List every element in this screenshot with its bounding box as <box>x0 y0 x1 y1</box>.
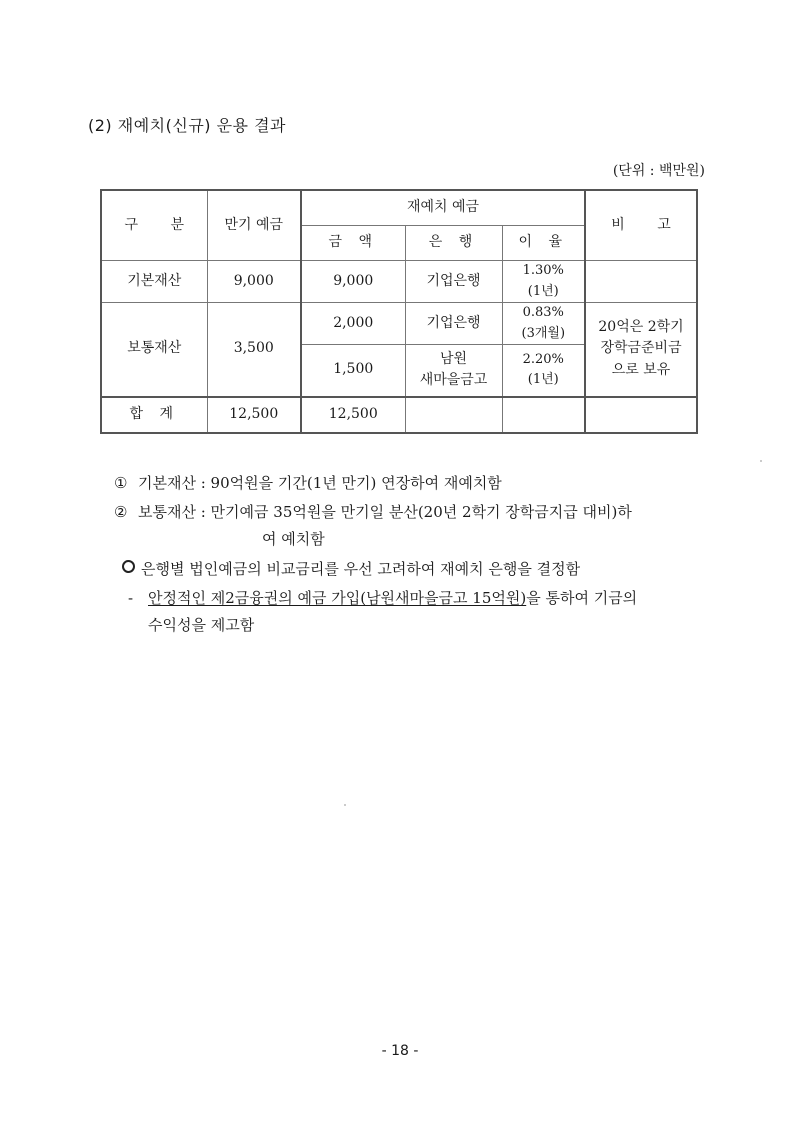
note-basic-asset <box>114 470 726 497</box>
rate-term: (3개월) <box>521 325 566 341</box>
note-text: 보통재산 : 만기예금 35억원을 만기일 분산(20년 2학기 장학금지급 대비)하 <box>138 503 632 521</box>
header-remarks: 비 고 <box>585 190 697 261</box>
bullet-text: 은행별 법인예금의 비교금리를 우선 고려하여 재예치 은행을 결정함 <box>141 560 581 578</box>
dash-rest-text: 을 통하여 기금의 <box>526 589 638 607</box>
row-ordinary-rate-1 <box>502 303 585 345</box>
notes-section <box>114 470 726 639</box>
redeposit-result-table <box>100 189 698 434</box>
total-label: 합 계 <box>101 397 207 433</box>
rate-value: 1.30% <box>522 263 564 279</box>
rate-value: 0.83% <box>522 305 564 321</box>
rate-term: (1년) <box>527 372 559 388</box>
dash-marker: - <box>128 589 134 607</box>
row-ordinary-rate-2 <box>502 345 585 397</box>
note-number: ① <box>114 474 128 492</box>
row-ordinary-amount-1: 2,000 <box>301 303 405 345</box>
note-text: 기본재산 : 90억원을 기간(1년 만기) 연장하여 재예치함 <box>138 474 502 492</box>
header-redeposit: 재예치 예금 <box>301 190 585 226</box>
row-basic-remarks <box>585 261 697 303</box>
circle-bullet-icon <box>122 560 135 573</box>
header-category: 구 분 <box>101 190 207 261</box>
bank-line-2: 새마을금고 <box>419 372 488 389</box>
row-ordinary-remarks <box>585 303 697 397</box>
total-remarks <box>585 397 697 433</box>
note-continuation: 여 예치함 <box>262 530 325 548</box>
bank-line-1: 남원 <box>439 350 468 367</box>
remarks-line-2: 장학금준비금 <box>600 340 682 357</box>
row-ordinary-amount-2: 1,500 <box>301 345 405 397</box>
section-heading: (2) 재예치(신규) 운용 결과 <box>88 116 287 135</box>
page-number: - 18 - <box>381 1043 419 1059</box>
unit-label: (단위 : 백만원) <box>612 163 705 179</box>
header-amount: 금 액 <box>301 226 405 261</box>
row-ordinary-category: 보통재산 <box>101 303 207 397</box>
bullet-item <box>114 556 726 583</box>
rate-value: 2.20% <box>522 352 564 368</box>
row-ordinary-bank-1: 기업은행 <box>405 303 502 345</box>
remarks-line-1: 20억은 2학기 <box>598 318 684 335</box>
header-interest: 이 율 <box>502 226 585 261</box>
rate-term: (1년) <box>527 283 559 299</box>
row-basic-bank: 기업은행 <box>405 261 502 303</box>
dash-continuation: 수익성을 제고함 <box>148 616 255 634</box>
row-basic-category: 기본재산 <box>101 261 207 303</box>
row-basic-rate <box>502 261 585 303</box>
total-bank <box>405 397 502 433</box>
scan-speck <box>760 460 762 462</box>
note-ordinary-asset <box>114 499 726 526</box>
header-bank: 은 행 <box>405 226 502 261</box>
remarks-line-3: 으로 보유 <box>611 362 671 379</box>
total-amount: 12,500 <box>301 397 405 433</box>
total-rate <box>502 397 585 433</box>
row-basic-amount: 9,000 <box>301 261 405 303</box>
row-ordinary-maturity: 3,500 <box>207 303 301 397</box>
note-number: ② <box>114 503 128 521</box>
row-ordinary-bank-2 <box>405 345 502 397</box>
row-basic-maturity: 9,000 <box>207 261 301 303</box>
dash-underlined-text: 안정적인 제2금융권의 예금 가입(남원새마을금고 15억원) <box>148 589 527 607</box>
total-maturity: 12,500 <box>207 397 301 433</box>
dash-item <box>114 585 726 612</box>
scan-speck <box>344 804 346 806</box>
header-maturity-deposit: 만기 예금 <box>207 190 301 261</box>
